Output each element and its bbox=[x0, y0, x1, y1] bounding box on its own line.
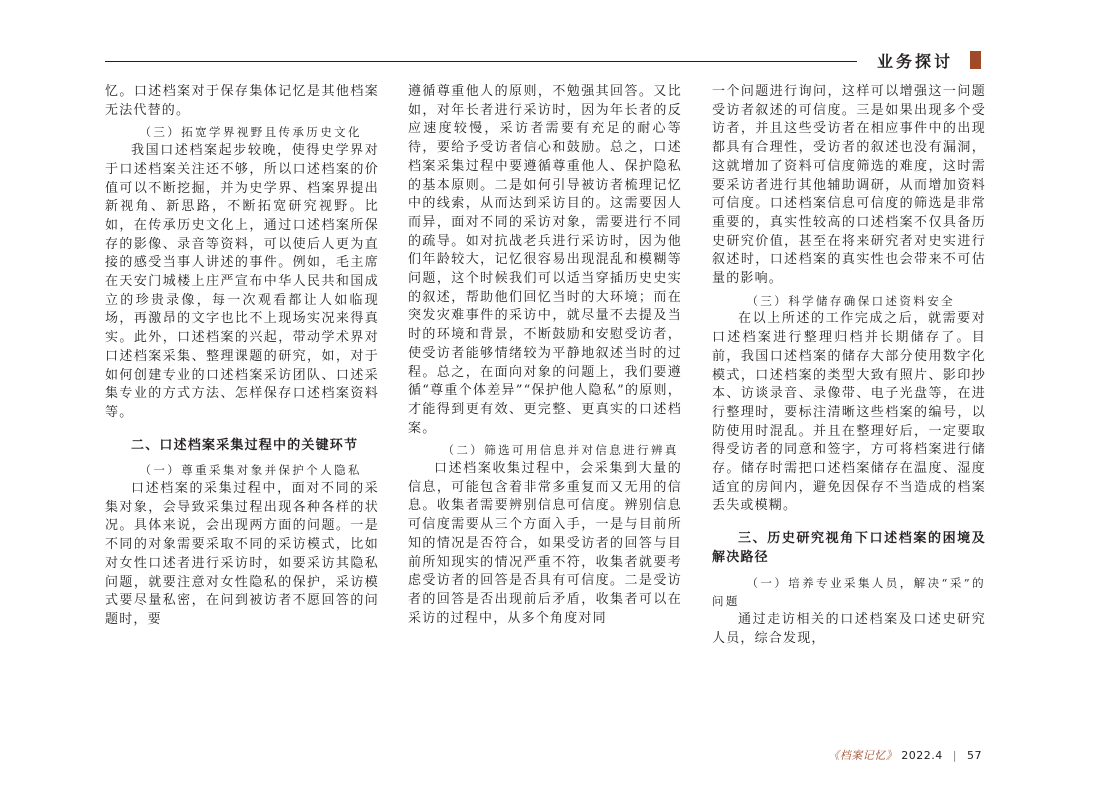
paragraph: 遵循尊重他人的原则，不勉强其回答。又比如，对年长者进行采访时，因为年长者的反应速度较慢，采访者需要有充足的耐心等待，要给予受访者信心和鼓励。总之，口述档案采集过程中要遵循尊重他人、保护隐私的基本原则。二是如何引导被访者梳理记忆中的线索，从而达到采访目的。这需要因人而异，面对不同的采访对象，需要进行不同的疏导。如对抗战老兵进行采访时，因为他们年龄较大，记忆很容易出现混乱和模糊等问题，这个时候我们可以适当穿插历史史实的叙述，帮助他们回忆当时的大环境；而在突发灾难事件的采访中，就尽量不去提及当时的环境和背景，不断鼓励和安慰受访者，使受访者能够情绪较为平静地叙述当时的过程。总之，在面向对象的问题上，我们要遵循“尊重个体差异”“保护他人隐私”的原则，才能得到更有效、更完整、更真实的口述档案。 bbox=[408, 84, 682, 436]
paragraph: 忆。口述档案对于保存集体记忆是其他档案无法代替的。 bbox=[105, 84, 379, 118]
paragraph: 口述档案的采集过程中，面对不同的采集对象，会导致采集过程出现各种各样的状况。具体来说，会出现两方面的问题。一是不同的对象需要采取不同的采访模式，比如对女性口述者进行采访时，如要采访其隐私问题，就要注意对女性隐私的保护，采访模式要尽量私密，在问到被访者不愿回答的问题时，要 bbox=[105, 481, 379, 627]
subheading: （三）科学储存确保口述资料安全 bbox=[746, 293, 955, 308]
subheading: （一）培养专业采集人员，解决“采”的问题 bbox=[712, 575, 986, 609]
subheading: （三）拓宽学界视野且传承历史文化 bbox=[139, 125, 362, 140]
paragraph: 一个问题进行询问，这样可以增强这一问题受访者叙述的可信度。三是如果出现多个受访者，并且这些受访者在相应事件中的出现都具有合理性，受访者的叙述也没有漏洞，这就增加了资料可信度筛选的难度，这时需要采访者进行其他辅助调研，从而增加资料可信度。口述档案信息可信度的筛选是非常重要的，真实性较高的口述档案不仅具备历史研究价值，甚至在将来研究者对史实进行叙述时，口述档案的真实性也会带来不可估量的影响。 bbox=[712, 84, 986, 287]
section-heading: 三、历史研究视角下口述档案的困境及解决路径 bbox=[712, 531, 986, 565]
page-number: 57 bbox=[967, 749, 982, 762]
paragraph: 口述档案收集过程中，会采集到大量的信息，可能包含着非常多重复而又无用的信息。收集者需要辨别信息可信度。辨别信息可信度需要从三个方面入手，一是与目前所知的情况是否符合，如果受访者的回答与目前所知现实的情况严重不符，收集者就要考虑受访者的回答是否具有可信度。二是受访者的回答是否出现前后矛盾，收集者可以在采访的过程中，从多个角度对同 bbox=[408, 461, 682, 626]
subheading: （二）筛选可用信息并对信息进行辨真 bbox=[442, 443, 679, 458]
paragraph: 通过走访相关的口述档案及口述史研究人员，综合发现， bbox=[712, 611, 986, 646]
section-heading: 二、口述档案采集过程中的关键环节 bbox=[131, 437, 359, 453]
paragraph: 在以上所述的工作完成之后，就需要对口述档案进行整理归档并长期储存了。目前，我国口述档案的储存大部分使用数字化模式，口述档案的类型大致有照片、影印抄本、访谈录音、录像带、电子光盘等，在进行整理时，要标注清晰这些档案的编号，以防使用时混乱。并且在整理好后，一定要取得受访者的同意和签字，方可将档案进行储存。储存时需把口述档案储存在温度、湿度适宜的房间内，避免因保存不当造成的档案丢失或模糊。 bbox=[712, 311, 986, 514]
text-column-2 bbox=[408, 83, 682, 628]
subheading: （一）尊重采集对象并保护个人隐私 bbox=[139, 463, 362, 478]
page-footer bbox=[828, 747, 982, 763]
paragraph: 我国口述档案起步较晚，使得史学界对于口述档案关注还不够，所以口述档案的价值可以不断挖掘，并为史学界、档案界提出新视角、新思路，不断拓宽研究视野。比如，在传承历史文化上，通过口述档案所保存的影像、录音等资料，可以使后人更为直接的感受当事人讲述的事件。例如，毛主席在天安门城楼上庄严宣布中华人民共和国成立的珍贵录像，每一次观看都让人如临现场，再激昂的文字也比不上现场实况来得真实。此外，口述档案的兴起，带动学术界对口述档案采集、整理课题的研究，如，对于如何创建专业的口述档案采访团队、口述采集专业的方式方法、怎样保存口述档案资料等。 bbox=[105, 143, 379, 420]
section-color-block bbox=[970, 51, 981, 69]
text-column-1 bbox=[105, 83, 379, 630]
header-rule bbox=[105, 61, 857, 62]
journal-name: 《档案记忆》 bbox=[828, 749, 898, 762]
footer-separator: | bbox=[952, 749, 957, 762]
issue-number: 2022.4 bbox=[901, 749, 943, 762]
text-column-3 bbox=[712, 83, 986, 648]
section-title: 业务探讨 bbox=[877, 52, 954, 71]
